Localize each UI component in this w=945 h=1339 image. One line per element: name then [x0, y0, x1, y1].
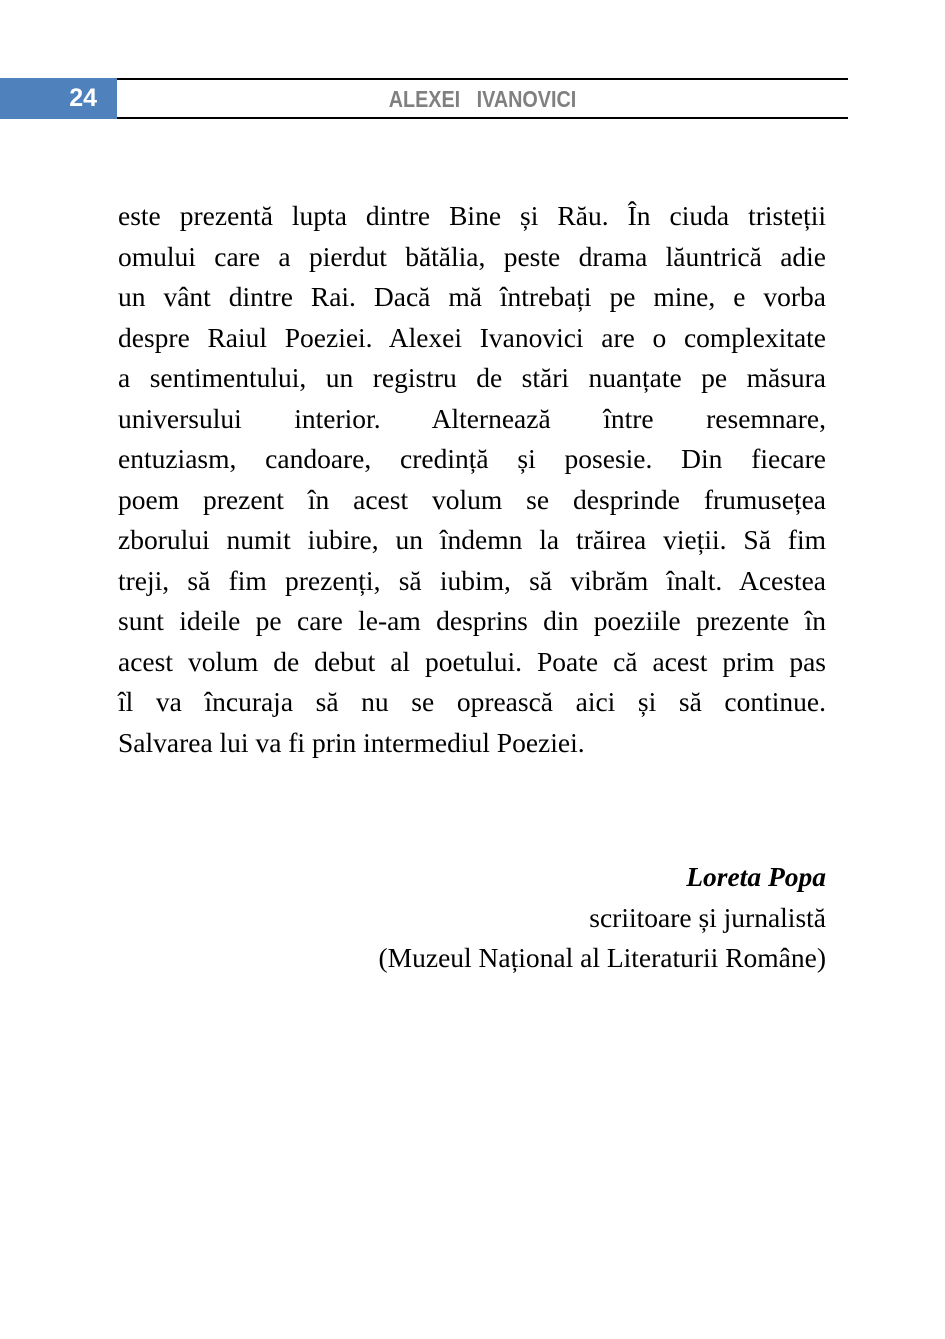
text-line: omului care a pierdut bătălia, peste drama lăuntrică adie	[118, 240, 826, 272]
text-line: entuziasm, candoare, credință și posesie. Din fiecare	[118, 443, 826, 474]
text-line: a sentimentului, un registru de stări nuanțate pe măsura	[118, 362, 826, 393]
author-role: scriitoare și jurnalistă	[589, 901, 826, 933]
page-number: 24	[0, 78, 117, 119]
body-paragraph	[118, 196, 826, 763]
text-line: poem prezent în acest volum se desprinde frumusețea	[118, 483, 826, 515]
author-name: Loreta Popa	[686, 861, 826, 892]
signature-block	[379, 857, 826, 979]
text-line: Salvarea lui va fi prin intermediul Poeziei.	[118, 726, 585, 758]
text-line: acest volum de debut al poetului. Poate că acest prim pas	[118, 645, 826, 677]
text-line: îl va încuraja să nu se oprească aici și să continue.	[118, 686, 826, 717]
page-header	[0, 78, 848, 119]
text-line: zborului numit iubire, un îndemn la trăirea vieții. Să fim	[118, 524, 826, 555]
text-line: universului interior. Alternează între resemnare,	[118, 402, 826, 434]
text-line: sunt ideile pe care le-am desprins din poeziile prezente în	[118, 605, 826, 636]
author-institution: (Muzeul Național al Literaturii Române)	[378, 942, 826, 973]
text-line: treji, să fim prezenți, să iubim, să vibrăm înalt. Acestea	[118, 564, 826, 596]
text-line: este prezentă lupta dintre Bine și Rău. În ciuda tristeții	[118, 200, 826, 231]
text-line: un vânt dintre Rai. Dacă mă întrebați pe mine, e vorba	[118, 281, 826, 312]
header-rule-bottom	[117, 117, 848, 119]
running-title: ALEXEI IVANOVICI	[388, 86, 577, 112]
text-line: despre Raiul Poeziei. Alexei Ivanovici are o complexitate	[118, 321, 826, 353]
